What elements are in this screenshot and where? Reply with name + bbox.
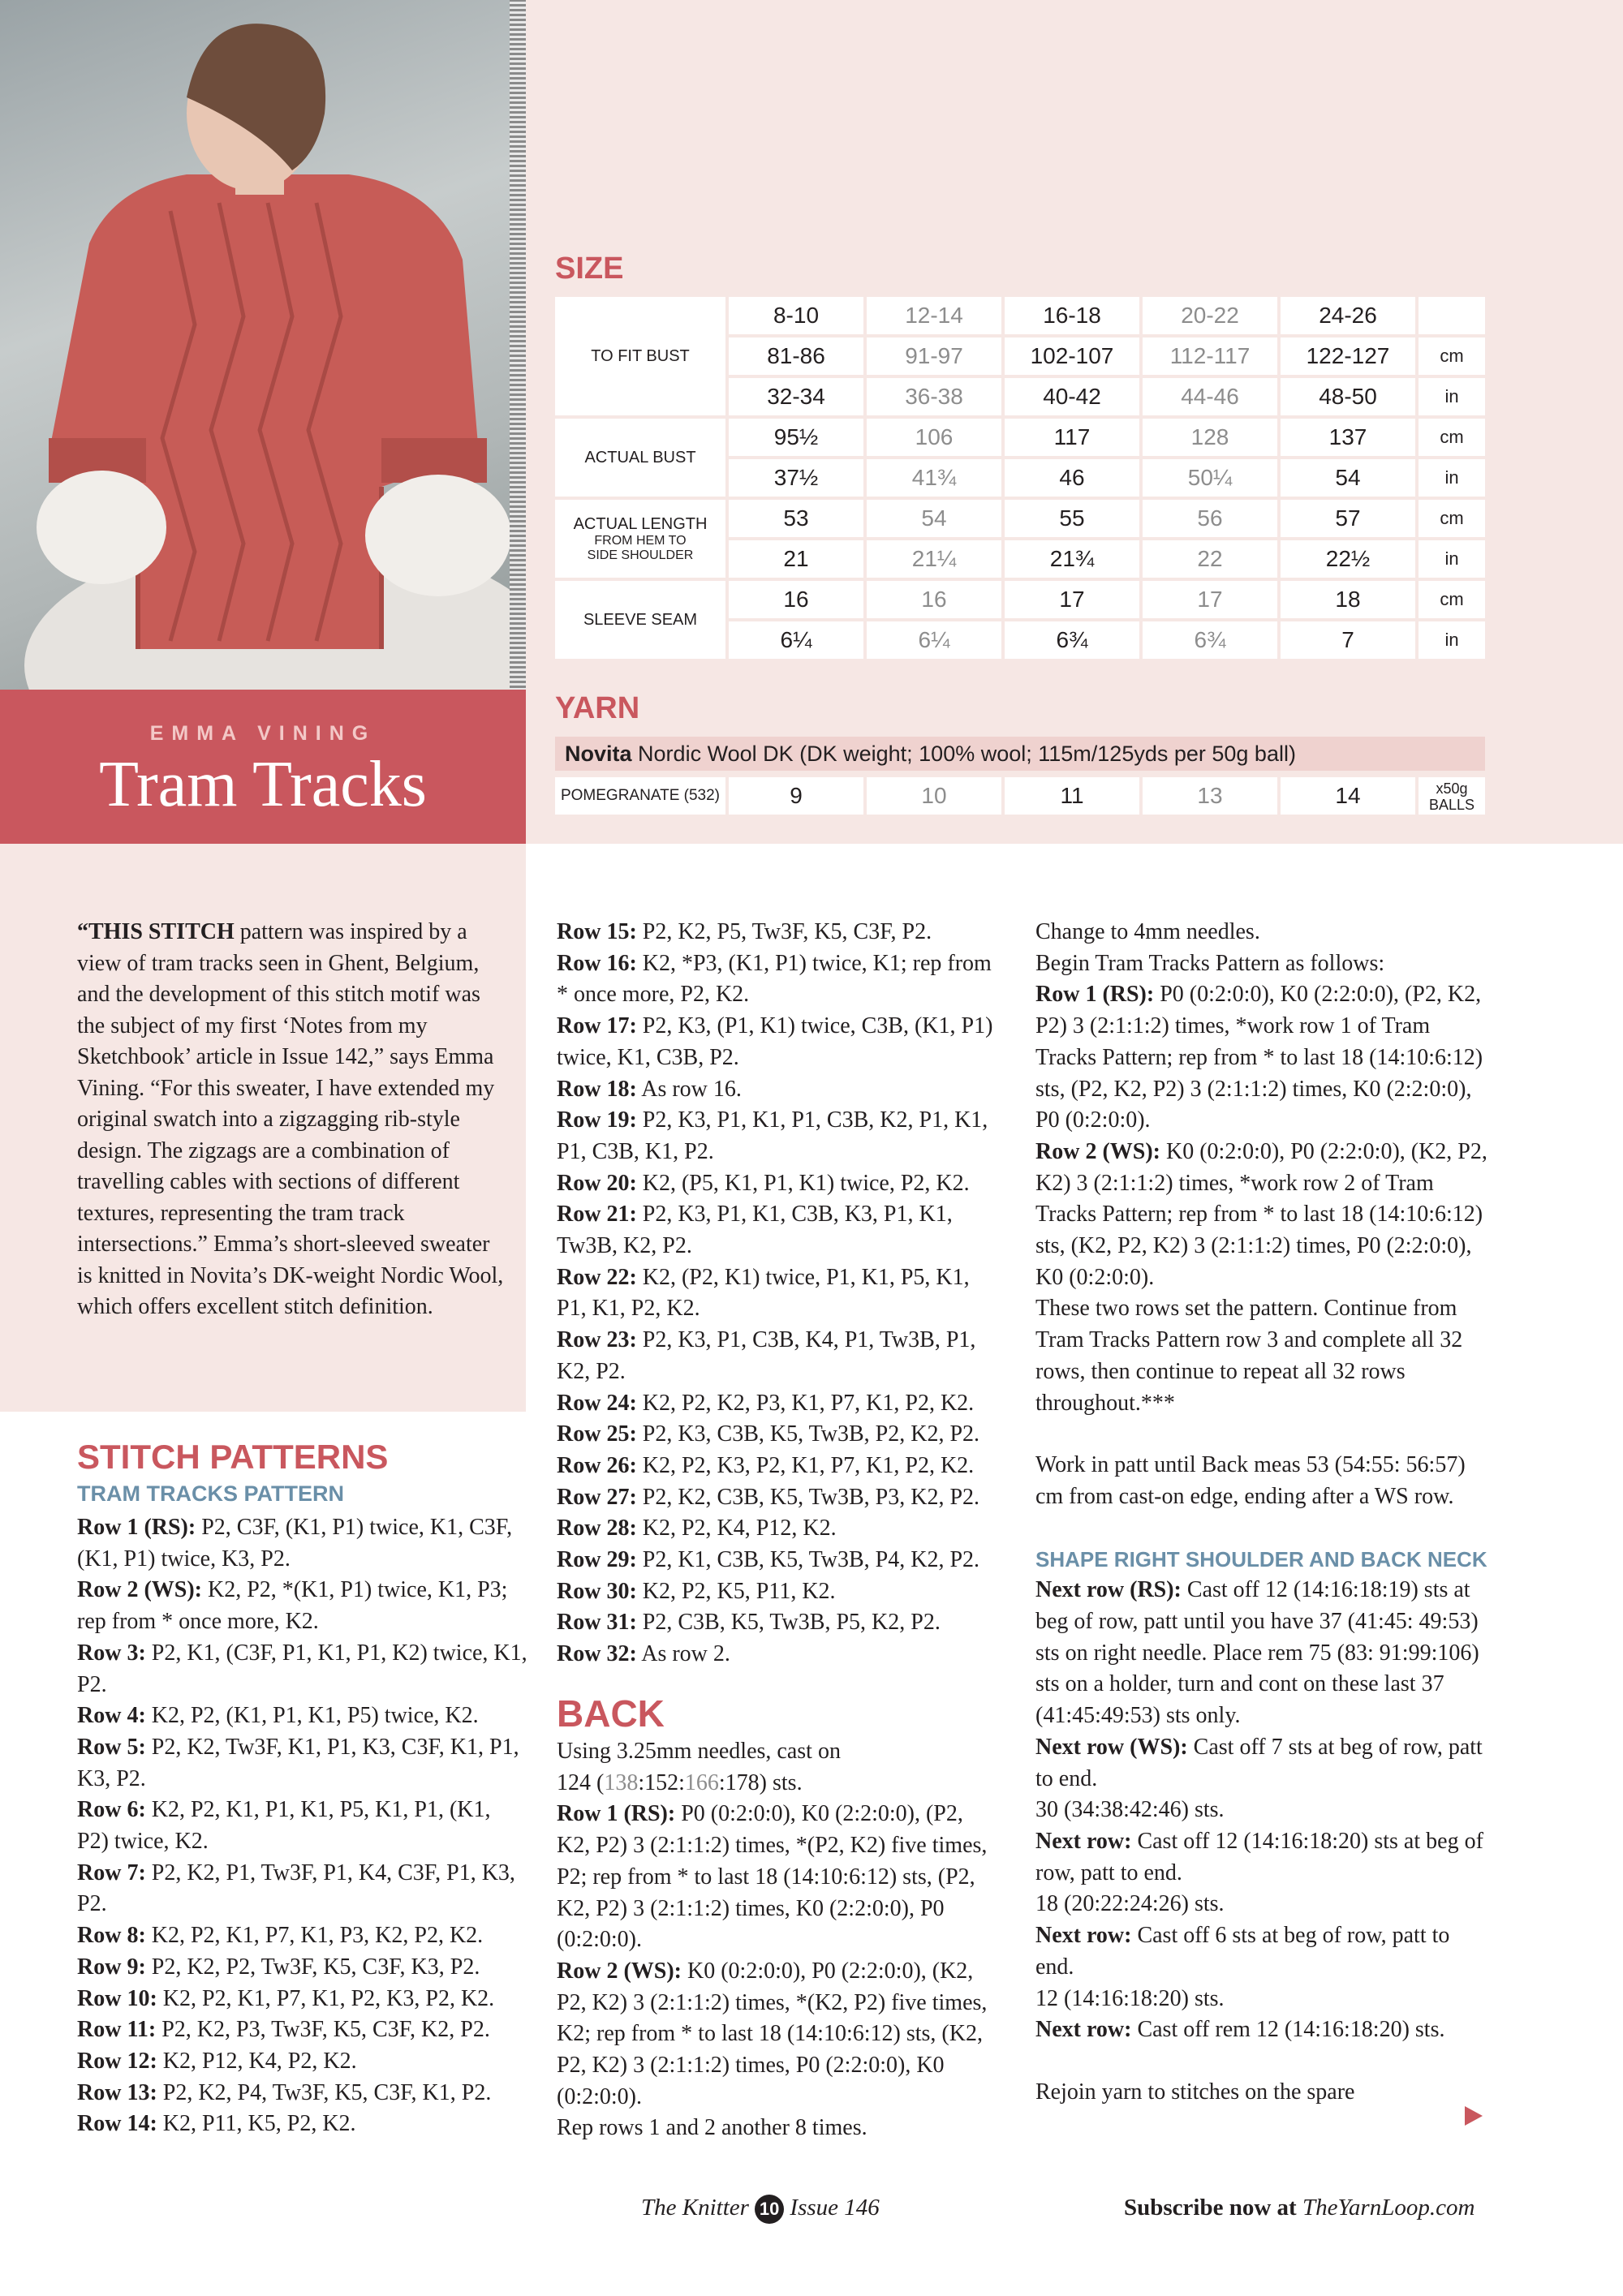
row-text: Cast off rem 12 (14:16:18:20) sts. (1131, 2017, 1445, 2043)
footer-magazine (641, 2195, 880, 2224)
row-label: Row 25: (557, 1421, 637, 1447)
row-label: Row 15: (557, 919, 637, 944)
row-label: Row 1 (RS): (77, 1515, 196, 1540)
size-row-label (555, 297, 725, 415)
pattern-row (557, 1513, 999, 1545)
pattern-title: Tram Tracks (99, 749, 427, 820)
row-label: Row 26: (557, 1452, 637, 1478)
row-label: Row 4: (77, 1703, 146, 1729)
size-value-cell: 95½ (729, 419, 863, 456)
pattern-set-note: These two rows set the pattern. Continue from Tram Tracks Pattern row 3 and complete all 32 rows, then continue to repeat all 32 rows throughout.*** (1035, 1296, 1463, 1416)
row-label: Row 28: (557, 1516, 637, 1541)
row-label: Row 29: (557, 1547, 637, 1573)
pattern-row (557, 1482, 999, 1514)
row-text: P2, K3, (P1, K1) twice, C3B, (K1, P1) twice, K1, C3B, P2. (557, 1013, 993, 1070)
size-value-cell: 55 (1005, 500, 1139, 537)
sweater-photo (0, 0, 526, 690)
cast-on-part: :152: (638, 1769, 685, 1795)
size-value-cell: 8-10 (729, 297, 863, 334)
pattern-row (77, 1732, 527, 1795)
size-unit-cell: cm (1419, 581, 1485, 618)
row-label: Row 19: (557, 1107, 637, 1133)
row-label: Row 32: (557, 1641, 637, 1667)
pattern-row (77, 2109, 527, 2140)
model-illustration (0, 0, 526, 690)
size-label-text: ACTUAL BUST (584, 448, 696, 467)
issue-number: Issue 146 (790, 2195, 880, 2221)
size-value-cell: 6¼ (867, 621, 1001, 659)
size-value-cell: 6¾ (1143, 621, 1277, 659)
page-number: 10 (755, 2195, 784, 2224)
next-row-4 (1035, 1920, 1490, 1983)
size-value-cell: 106 (867, 419, 1001, 456)
size-label-text: SLEEVE SEAM (583, 610, 698, 629)
row-label: Row 7: (77, 1860, 146, 1885)
author-name: EMMA VINING (149, 722, 377, 745)
row-label: Row 14: (77, 2111, 157, 2137)
size-unit-cell: cm (1419, 338, 1485, 375)
size-value-cell: 41¾ (867, 459, 1001, 497)
row-text: K2, P2, K5, P11, K2. (636, 1578, 836, 1604)
size-value-cell: 6¼ (729, 621, 863, 659)
row-label: Row 22: (557, 1264, 637, 1290)
row-text: P2, K3, C3B, K5, Tw3B, P2, K2, P2. (636, 1421, 980, 1447)
size-value-cell: 16 (729, 581, 863, 618)
stitch-patterns-heading: STITCH PATTERNS (77, 1438, 389, 1476)
size-value-cell: 53 (729, 500, 863, 537)
row-text: K2, P2, (K1, P1, K1, P5) twice, K2. (145, 1703, 479, 1729)
spacer (1035, 1419, 1490, 1450)
stitch-count: 12 (14:16:18:20) sts. (1035, 1985, 1225, 2011)
cast-on-part: 138 (604, 1769, 639, 1795)
begin-pattern: Begin Tram Tracks Pattern as follows: (1035, 950, 1385, 976)
next-row-5 (1035, 2014, 1490, 2046)
instructions-col3 (1035, 917, 1490, 2109)
pattern-row (77, 1795, 527, 1857)
row-label: Row 5: (77, 1734, 146, 1760)
yarn-brand: Novita (565, 742, 632, 766)
row-label: Row 10: (77, 1985, 157, 2011)
pattern-row (77, 1920, 527, 1952)
row-label: Next row: (1035, 2017, 1132, 2043)
row-label: Row 3: (77, 1640, 146, 1666)
size-value-cell: 21¾ (1005, 540, 1139, 578)
row-label: Row 1 (RS): (1035, 982, 1155, 1008)
pattern-row (557, 1545, 999, 1576)
size-value-cell: 22 (1143, 540, 1277, 578)
size-value-cell: 50¼ (1143, 459, 1277, 497)
row-label: Row 11: (77, 2017, 157, 2043)
row-text: K2, (P5, K1, P1, K1) twice, P2, K2. (636, 1170, 970, 1196)
shape-shoulder-heading: SHAPE RIGHT SHOULDER AND BACK NECK (1035, 1546, 1487, 1572)
size-value-cell: 117 (1005, 419, 1139, 456)
size-unit-cell (1419, 297, 1485, 334)
pattern-row (557, 1325, 999, 1387)
row-text: P2, K2, C3B, K5, Tw3B, P3, K2, P2. (636, 1484, 980, 1510)
size-value-cell: 122-127 (1281, 338, 1415, 375)
footer-subscribe (1124, 2195, 1474, 2221)
rejoin-yarn: Rejoin yarn to stitches on the spare (1035, 2079, 1355, 2105)
row-label: Row 16: (557, 950, 637, 976)
row-label: Row 17: (557, 1013, 637, 1039)
row-label: Next row: (1035, 1923, 1132, 1949)
pattern-row (77, 2046, 527, 2078)
row-text: As row 16. (636, 1076, 742, 1102)
intro-lead: “THIS STITCH (77, 919, 235, 944)
cast-on-part: :178) sts. (718, 1769, 803, 1795)
row-label: Row 9: (77, 1954, 146, 1980)
intro-text: pattern was inspired by a view of tram tracks seen in Ghent, Belgium, and the development of this stitch motif was the subject of my first ‘Notes from my Sketchbook’ article in Issue 142,” says Emma Vining. “For this sweater, I have extended my original swatch into a zigzagging rib-style design. The zigzags are a combination of travelling cables with sections of different textures, representing the tram track intersections.” Emma’s short-sleeved sweater is knitted in Novita’s DK-weight Nordic Wool, which offers excellent stitch definition. (77, 919, 504, 1319)
size-row-label (555, 419, 725, 497)
row-text: P2, K1, (C3F, P1, K1, P1, K2) twice, K1, P2. (77, 1640, 527, 1697)
row-text: Cast off 12 (14:16:18:20) sts at beg of row, patt to end. (1035, 1828, 1483, 1885)
yarn-quantity-row (555, 777, 1485, 815)
row-text: P0 (0:2:0:0), K0 (2:2:0:0), (P2, K2, P2) 3 (2:1:1:2) times, *(P2, K2) five times, P2; rep from * to last 18 (14:10:6:12) sts, (P2, K2, P2) 3 (2:1:1:2) times, K0 (2:2:0:0), P0 (0:2:0:0). (557, 1801, 988, 1953)
size-value-cell: 18 (1281, 581, 1415, 618)
row-label: Row 1 (RS): (557, 1801, 676, 1827)
pattern-row (557, 1576, 999, 1608)
pattern-row (557, 1639, 999, 1670)
size-value-cell: 37½ (729, 459, 863, 497)
pattern-row (557, 1607, 999, 1639)
size-value-cell: 54 (1281, 459, 1415, 497)
pattern-row (77, 1952, 527, 1984)
row-text: P2, C3B, K5, Tw3B, P5, K2, P2. (636, 1610, 941, 1636)
size-value-cell: 36-38 (867, 378, 1001, 415)
size-value-cell: 7 (1281, 621, 1415, 659)
size-value-cell: 22½ (1281, 540, 1415, 578)
size-value-cell: 32-34 (729, 378, 863, 415)
row-label: Next row (RS): (1035, 1577, 1182, 1603)
row-text: P2, C3F, (K1, P1) twice, K1, C3F, (K1, P1) twice, K3, P2. (77, 1515, 513, 1572)
cast-on-count (557, 1768, 999, 1799)
size-value-cell: 48-50 (1281, 378, 1415, 415)
row-text: P2, K2, P4, Tw3F, K5, C3F, K1, P2. (157, 2079, 492, 2105)
row-label: Row 23: (557, 1327, 637, 1353)
cast-on-text: Using 3.25mm needles, cast on (557, 1739, 841, 1764)
yarn-qty: 13 (1143, 777, 1277, 815)
row-label: Row 31: (557, 1610, 637, 1636)
spacer (1035, 1513, 1490, 1544)
row-label: Row 27: (557, 1484, 637, 1510)
cast-on-part: 166 (684, 1769, 719, 1795)
row-label: Row 20: (557, 1170, 637, 1196)
row-text: K2, (P2, K1) twice, P1, K1, P5, K1, P1, K1, P2, K2. (557, 1264, 970, 1322)
needle-change: Change to 4mm needles. (1035, 919, 1260, 944)
stitch-rows-col2 (557, 917, 999, 1670)
work-in-pattern: Work in patt until Back meas 53 (54:55: 56:57) cm from cast-on edge, ending after a WS row. (1035, 1452, 1466, 1509)
pattern-row-2 (1035, 1137, 1490, 1294)
row-text: Cast off 6 sts at beg of row, patt to end. (1035, 1923, 1450, 1980)
size-label-text: ACTUAL LENGTH (573, 514, 708, 533)
size-value-cell: 46 (1005, 459, 1139, 497)
row-label: Row 13: (77, 2079, 157, 2105)
yarn-description (555, 737, 1485, 771)
pattern-row (557, 917, 999, 948)
row-text: P2, K3, P1, C3B, K4, P1, Tw3B, P1, K2, P2. (557, 1327, 976, 1384)
size-label-text: TO FIT BUST (591, 346, 690, 365)
pattern-row (77, 1984, 527, 2015)
pattern-row (557, 1262, 999, 1325)
yarn-qty: 11 (1005, 777, 1139, 815)
intro-paragraph (77, 917, 507, 1323)
row-text: K2, P2, K3, P2, K1, P7, K1, P2, K2. (636, 1452, 975, 1478)
size-value-cell: 81-86 (729, 338, 863, 375)
row-text: P2, K2, P5, Tw3F, K5, C3F, P2. (636, 919, 932, 944)
row-text: P2, K3, P1, K1, C3B, K3, P1, K1, Tw3B, K2, P2. (557, 1202, 953, 1259)
subscribe-text: Subscribe now at (1124, 2195, 1302, 2221)
back-instructions (557, 1736, 999, 2144)
row-text: P2, K2, P1, Tw3F, P1, K4, C3F, P1, K3, P2. (77, 1860, 515, 1917)
size-value-cell: 56 (1143, 500, 1277, 537)
row-text: K2, P2, K1, P1, K1, P5, K1, P1, (K1, P2) twice, K2. (77, 1797, 491, 1855)
yarn-qty: 9 (729, 777, 863, 815)
size-unit-cell: in (1419, 459, 1485, 497)
pattern-row (77, 1638, 527, 1701)
row-text: Cast off 7 sts at beg of row, patt to end. (1035, 1734, 1483, 1791)
row-text: P2, K3, P1, K1, P1, C3B, K2, P1, K1, P1, C3B, K1, P2. (557, 1107, 988, 1164)
row-label: Row 2 (WS): (77, 1577, 202, 1603)
row-label: Row 12: (77, 2048, 157, 2074)
row-text: K2, P2, K4, P12, K2. (636, 1516, 837, 1541)
row-label: Row 6: (77, 1797, 146, 1823)
cast-on-part: 124 ( (557, 1769, 605, 1795)
tram-tracks-subheading: TRAM TRACKS PATTERN (77, 1481, 344, 1506)
row-text: Cast off 12 (14:16:18:19) sts at beg of row, patt until you have 37 (41:45: 49:53) sts on right needle. Place rem 75 (83: 91:99:106) sts on a holder, turn and cont on these last 37 (41:45:49:53) sts only. (1035, 1577, 1479, 1729)
size-unit-cell: cm (1419, 500, 1485, 537)
pattern-row (77, 1701, 527, 1732)
size-unit-cell: in (1419, 540, 1485, 578)
row-text: K2, *P3, (K1, P1) twice, K1; rep from * once more, P2, K2. (557, 950, 992, 1008)
row-text: P2, K2, P2, Tw3F, K5, C3F, K3, P2. (145, 1954, 480, 1980)
row-text: K2, P12, K4, P2, K2. (157, 2048, 357, 2074)
back-row-2 (557, 1956, 999, 2113)
size-value-cell: 24-26 (1281, 297, 1415, 334)
size-value-cell: 54 (867, 500, 1001, 537)
row-text: P2, K1, C3B, K5, Tw3B, P4, K2, P2. (636, 1547, 980, 1573)
size-label-subtext: FROM HEM TO SIDE SHOULDER (587, 533, 694, 562)
back-row-1 (557, 1799, 999, 1956)
next-row-3 (1035, 1826, 1490, 1889)
row-text: K2, P2, K1, P7, K1, P3, K2, P2, K2. (145, 1923, 484, 1949)
row-text: K0 (0:2:0:0), P0 (2:2:0:0), (K2, P2, K2) 3 (2:1:1:2) times, *work row 2 of Tram Tracks Pattern; rep from * to last 18 (14:10:6:12) sts, (K2, P2, K2) 3 (2:1:1:2) times, P0 (2:2:0:0), K0 (0:2:0:0). (1035, 1138, 1487, 1290)
size-value-cell: 16-18 (1005, 297, 1139, 334)
row-label: Next row (WS): (1035, 1734, 1188, 1760)
next-row-1 (1035, 1575, 1490, 1732)
yarn-unit-bottom: BALLS (1428, 797, 1475, 813)
yarn-qty: 10 (867, 777, 1001, 815)
pattern-row (557, 1388, 999, 1420)
pattern-row (557, 1168, 999, 1200)
size-value-cell: 44-46 (1143, 378, 1277, 415)
row-label: Row 2 (WS): (557, 1958, 682, 1984)
stitch-rows-col1 (77, 1512, 527, 2140)
row-label: Row 24: (557, 1390, 637, 1416)
pattern-row (77, 1858, 527, 1920)
size-value-cell: 137 (1281, 419, 1415, 456)
size-value-cell: 40-42 (1005, 378, 1139, 415)
row-text: K2, P2, K2, P3, K1, P7, K1, P2, K2. (636, 1390, 975, 1416)
row-label: Row 8: (77, 1923, 146, 1949)
subscribe-site[interactable]: TheYarnLoop.com (1302, 2195, 1475, 2221)
yarn-unit-top: x50g (1436, 780, 1468, 797)
row-text: As row 2. (636, 1641, 730, 1667)
size-value-cell: 20-22 (1143, 297, 1277, 334)
size-unit-cell: in (1419, 621, 1485, 659)
pattern-row-1 (1035, 979, 1490, 1137)
pattern-row (557, 1419, 999, 1451)
row-text: P2, K2, Tw3F, K1, P1, K3, C3F, K1, P1, K3, P2. (77, 1734, 519, 1791)
size-value-cell: 12-14 (867, 297, 1001, 334)
spacer (1035, 2046, 1490, 2077)
size-value-cell: 17 (1005, 581, 1139, 618)
pattern-row (557, 1074, 999, 1106)
yarn-heading: YARN (555, 691, 640, 725)
size-heading: SIZE (555, 252, 624, 286)
size-unit-cell: cm (1419, 419, 1485, 456)
row-text: K2, P2, *(K1, P1) twice, K1, P3; rep from * once more, K2. (77, 1577, 508, 1635)
row-label: Row 2 (WS): (1035, 1138, 1160, 1164)
size-value-cell: 102-107 (1005, 338, 1139, 375)
row-text: K2, P2, K1, P7, K1, P2, K3, P2, K2. (157, 1985, 495, 2011)
pattern-row (557, 1451, 999, 1482)
size-value-cell: 17 (1143, 581, 1277, 618)
size-value-cell: 21 (729, 540, 863, 578)
size-value-cell: 21¼ (867, 540, 1001, 578)
pattern-row (77, 1512, 527, 1575)
size-value-cell: 112-117 (1143, 338, 1277, 375)
stitch-count: 30 (34:38:42:46) sts. (1035, 1797, 1225, 1823)
size-value-cell: 57 (1281, 500, 1415, 537)
pattern-row (557, 1011, 999, 1073)
size-row-label (555, 500, 725, 578)
pattern-row (557, 1199, 999, 1262)
row-text: K2, P11, K5, P2, K2. (157, 2111, 356, 2137)
back-heading: BACK (557, 1692, 665, 1735)
magazine-name: The Knitter (641, 2195, 749, 2221)
pattern-row (77, 2014, 527, 2046)
row-text: P0 (0:2:0:0), K0 (2:2:0:0), (P2, K2, P2) 3 (2:1:1:2) times, *work row 1 of Tram Tracks Pattern; rep from * to last 18 (14:10:6:12) sts, (P2, K2, P2) 3 (2:1:1:2) times, K0 (2:2:0:0), P0 (0:2:0:0). (1035, 982, 1483, 1133)
row-text: P2, K2, P3, Tw3F, K5, C3F, K2, P2. (156, 2017, 490, 2043)
size-unit-cell: in (1419, 378, 1485, 415)
stitch-count: 18 (20:22:24:26) sts. (1035, 1891, 1225, 1917)
back-repeat: Rep rows 1 and 2 another 8 times. (557, 2115, 867, 2141)
yarn-details: Nordic Wool DK (DK weight; 100% wool; 115m/125yds per 50g ball) (638, 742, 1296, 766)
yarn-unit (1419, 777, 1485, 815)
row-label: Row 21: (557, 1202, 637, 1228)
continue-arrow-icon (1465, 2106, 1483, 2126)
size-value-cell: 91-97 (867, 338, 1001, 375)
size-value-cell: 6¾ (1005, 621, 1139, 659)
size-value-cell: 128 (1143, 419, 1277, 456)
pattern-row (557, 1105, 999, 1167)
row-label: Next row: (1035, 1828, 1132, 1854)
size-value-cell: 16 (867, 581, 1001, 618)
pattern-row (557, 948, 999, 1011)
pattern-row (77, 2078, 527, 2109)
size-row-label (555, 581, 725, 659)
next-row-2 (1035, 1732, 1490, 1795)
row-text: K0 (0:2:0:0), P0 (2:2:0:0), (K2, P2, K2) 3 (2:1:1:2) times, *(K2, P2) five times, K2; rep from * to last 18 (14:10:6:12) sts, (K2, P2, K2) 3 (2:1:1:2) times, P0 (2:2:0:0), K0 (0:2:0:0). (557, 1958, 988, 2109)
row-label: Row 18: (557, 1076, 637, 1102)
yarn-shade: POMEGRANATE (532) (555, 777, 725, 815)
yarn-qty: 14 (1281, 777, 1415, 815)
pattern-row (77, 1575, 527, 1637)
row-label: Row 30: (557, 1578, 637, 1604)
